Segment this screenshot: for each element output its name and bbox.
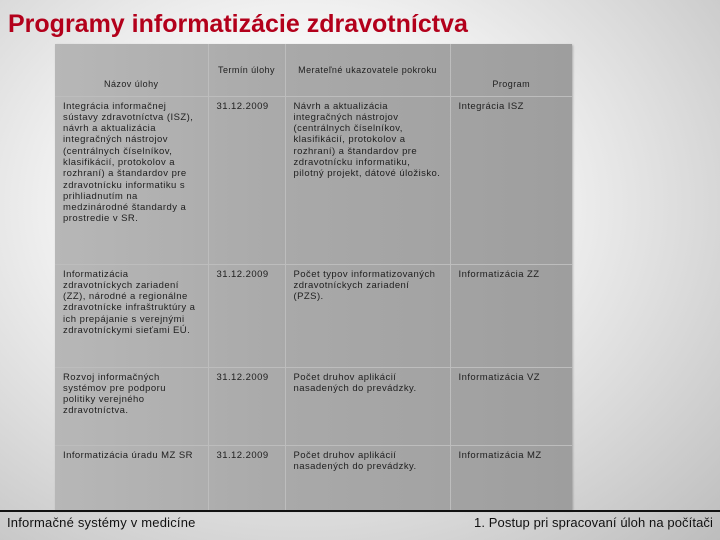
table-row: [55, 96, 572, 264]
tasks-table: [55, 44, 572, 511]
cell-indicators: Počet druhov aplikácií nasadených do prevádzky.: [285, 445, 450, 510]
table-row: [55, 367, 572, 445]
cell-deadline: 31.12.2009: [208, 264, 285, 367]
header-indicators: Merateľné ukazovatele pokroku: [285, 44, 450, 96]
tasks-table-panel: [55, 44, 572, 510]
table-row: [55, 445, 572, 510]
cell-program: Informatizácia MZ: [450, 445, 572, 510]
footer-course-name: Informačné systémy v medicíne: [7, 515, 196, 530]
cell-indicators: Počet typov informatizovaných zdravotníckych zariadení (PZS).: [285, 264, 450, 367]
cell-task: Informatizácia zdravotníckych zariadení (ZZ), národné a regionálne zdravotnícke infraštruktúry a ich prepájanie s verejnými zdravotníckymi sieťami EÚ.: [55, 264, 208, 367]
header-task-name: Názov úlohy: [55, 44, 208, 96]
cell-deadline: 31.12.2009: [208, 367, 285, 445]
header-program: Program: [450, 44, 572, 96]
cell-indicators: Počet druhov aplikácií nasadených do prevádzky.: [285, 367, 450, 445]
cell-task: Rozvoj informačných systémov pre podporu politiky verejného zdravotníctva.: [55, 367, 208, 445]
cell-deadline: 31.12.2009: [208, 96, 285, 264]
cell-deadline: 31.12.2009: [208, 445, 285, 510]
cell-task: Informatizácia úradu MZ SR: [55, 445, 208, 510]
cell-program: Integrácia ISZ: [450, 96, 572, 264]
cell-task: Integrácia informačnej sústavy zdravotníctva (ISZ), návrh a aktualizácia integračných nástrojov (centrálnych číselníkov, klasifikácií, protokolov a rozhraní) a štandardov pre zdravotnícku informatiku s prihliadnutím na medzinárodné štandardy a prostredie v SR.: [55, 96, 208, 264]
footer-divider: [0, 510, 720, 512]
table-header-row: [55, 44, 572, 96]
cell-program: Informatizácia VZ: [450, 367, 572, 445]
slide-title: Programy informatizácie zdravotníctva: [8, 10, 468, 38]
footer-chapter-title: 1. Postup pri spracovaní úloh na počítači: [474, 515, 713, 530]
cell-indicators: Návrh a aktualizácia integračných nástrojov (centrálnych číselníkov, klasifikácií, protokolov a rozhraní) a štandardov pre zdravotnícku informatiku, pilotný projekt, dátové úložisko.: [285, 96, 450, 264]
table-row: [55, 264, 572, 367]
cell-program: Informatizácia ZZ: [450, 264, 572, 367]
header-deadline: Termín úlohy: [208, 44, 285, 96]
